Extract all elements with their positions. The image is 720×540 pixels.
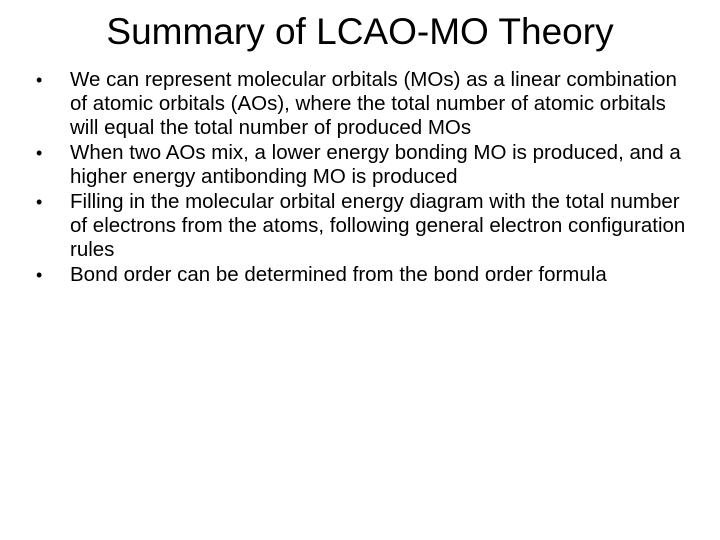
bullet-marker: •: [36, 143, 43, 164]
bullet-marker: •: [36, 265, 43, 286]
bullet-marker: •: [36, 70, 43, 90]
bullet-item-3: [36, 190, 696, 263]
bullet-text: Filling in the molecular orbital energy diagram with the total number of electrons from the atoms, following general electron configuration rules: [70, 190, 686, 262]
slide-title: Summary of LCAO-MO Theory: [106, 11, 614, 52]
bullet-text: Bond order can be determined from the bond order formula: [70, 263, 607, 287]
bullet-marker: •: [36, 192, 43, 213]
bullet-text: When two AOs mix, a lower energy bonding MO is produced, and a higher energy antibonding MO is produced: [70, 141, 681, 189]
bullet-item-4: [36, 263, 696, 287]
bullet-item-2: [36, 141, 696, 189]
bullet-item-1: [36, 68, 696, 141]
bullet-text: We can represent molecular orbitals (MOs) as a linear combination of atomic orbitals (AOs), where the total number of atomic orbitals will equal the total number of produced MOs: [70, 68, 677, 140]
bullet-list: [36, 68, 696, 288]
